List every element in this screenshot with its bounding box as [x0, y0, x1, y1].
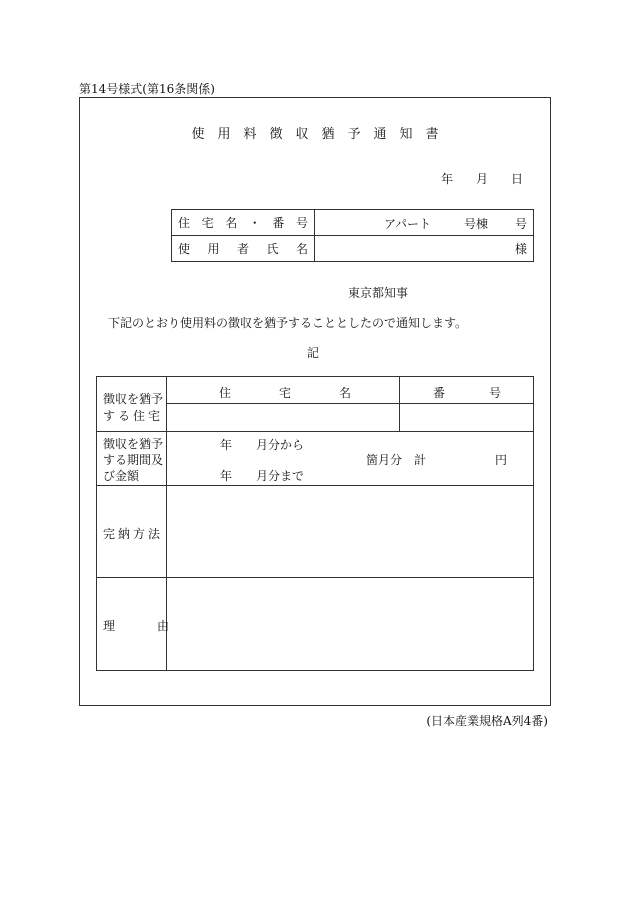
- label-dot: ・: [248, 216, 261, 230]
- period-label-line1: 徴収を猶予: [103, 437, 164, 451]
- grid-vline-number: [399, 377, 400, 431]
- document-title: 使用料徴収猶予通知書: [191, 127, 452, 142]
- address-label: [178, 214, 308, 231]
- col-house-name: 住宅名: [219, 386, 400, 400]
- unit-number-label: 号: [514, 216, 527, 231]
- house-label-line1: 徴収を猶予: [103, 392, 164, 406]
- label-you: 用: [207, 242, 220, 256]
- grid-hline-3: [97, 577, 533, 578]
- notice-text: 下記のとおり使用料の徴収を猶予することとしたので通知します。: [108, 316, 468, 330]
- to-month: 月分まで: [256, 469, 305, 483]
- label-sha: 者: [236, 242, 249, 256]
- user-name-value-cell[interactable]: [315, 236, 534, 262]
- label-mei: 名: [225, 216, 238, 230]
- date-month: 月: [476, 172, 489, 186]
- date-day: 日: [511, 172, 524, 186]
- label-go: 号: [295, 216, 308, 230]
- date-year: 年: [441, 172, 454, 186]
- col-number: 番号: [433, 386, 546, 400]
- label-shi: 使: [178, 242, 191, 256]
- label-ju: 住: [178, 216, 191, 230]
- label-taku: 宅: [201, 216, 214, 230]
- grid-hline-1: [97, 431, 533, 432]
- ki-heading: 記: [307, 346, 320, 360]
- details-grid: [96, 376, 546, 671]
- paper-size-note: (日本産業規格A列4番): [426, 714, 548, 728]
- address-label-cell: [172, 210, 315, 236]
- total-label: 計: [414, 453, 427, 467]
- apartment-label: アパート: [384, 216, 432, 231]
- building-label: 号棟: [464, 216, 489, 231]
- to-year: 年: [220, 469, 233, 483]
- house-label-line2: する住宅: [103, 409, 164, 423]
- reason-label: 理由: [103, 619, 212, 633]
- grid-hline-header: [166, 403, 533, 404]
- grid-hline-2: [97, 485, 533, 486]
- from-month: 月分から: [256, 438, 305, 452]
- address-value-cell[interactable]: [315, 210, 534, 236]
- user-name-label: [178, 240, 308, 257]
- label-na: 名: [295, 242, 308, 256]
- governor: 東京都知事: [348, 286, 409, 300]
- yen-unit: 円: [495, 453, 508, 467]
- from-year: 年: [220, 438, 233, 452]
- honorific-sama: 様: [514, 242, 527, 256]
- form-number: 第14号様式(第16条関係): [79, 82, 215, 96]
- label-ban: 番: [272, 216, 285, 230]
- label-uji: 氏: [266, 242, 279, 256]
- months-count: 箇月分: [366, 453, 403, 467]
- period-label-line2: する期間及: [103, 453, 164, 467]
- payment-method-label: 完納方法: [103, 527, 164, 541]
- user-name-label-cell: [172, 236, 315, 262]
- address-table: [171, 209, 534, 262]
- period-label-line3: び金額: [103, 469, 140, 483]
